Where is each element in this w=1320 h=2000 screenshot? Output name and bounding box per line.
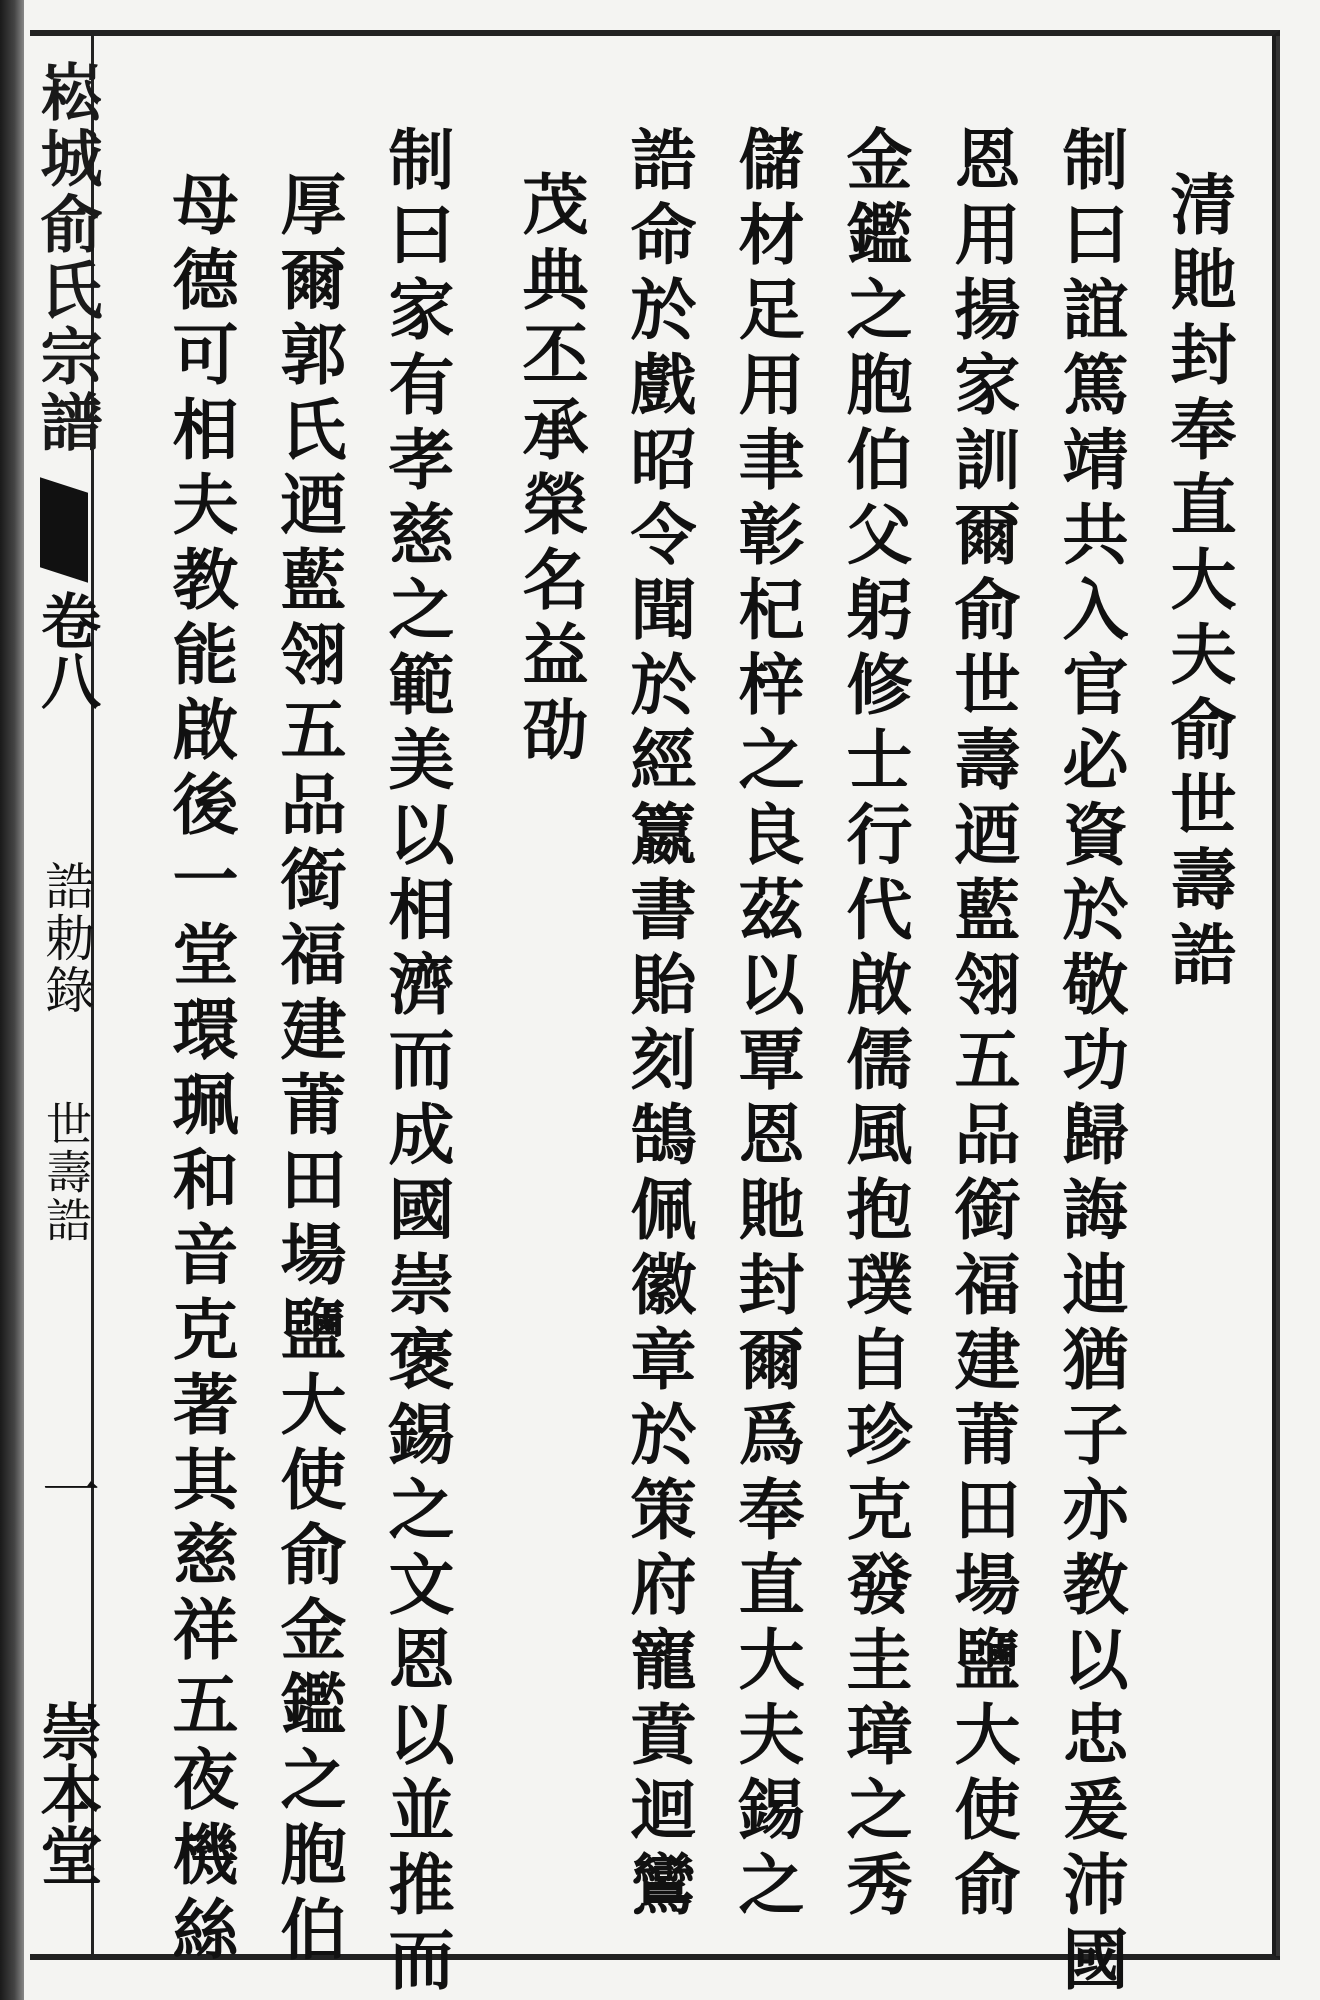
hall-name: 崇本堂 [30,1700,103,1886]
section-label: 誥勅錄 [37,860,95,1016]
text-column: 誥命於戲昭令聞於經籝書貽刻鵠佩徽章於策府寵賁迴鸞 [619,125,697,1925]
text-column: 制曰誼篤靖共入官必資於敬功歸誨迪猶子亦教以忠爰沛國 [1051,125,1129,2000]
subsection-label: 世壽誥 [39,1100,93,1244]
text-column: 恩用揚家訓爾俞世壽迺藍翎五品銜福建莆田場鹽大使俞 [943,125,1021,1925]
text-column-title: 清貤封奉直大夫俞世壽誥 [1159,170,1237,995]
page-number: 一 [32,1460,100,1518]
fishtail-mark [40,477,88,583]
text-column: 金鑑之胞伯父躬修士行代啟儒風抱璞自珍克發圭璋之秀 [835,125,913,1925]
text-column: 儲材足用聿彰杞梓之良茲以覃恩貤封爾爲奉直大夫錫之 [727,125,805,1925]
text-column: 茂典丕承榮名益劭 [511,170,589,770]
text-column: 制曰家有孝慈之範美以相濟而成國崇褒錫之文恩以並推而 [377,125,455,2000]
text-column: 母德可相夫教能啟後一堂環珮和音克著其慈祥五夜機絲 [161,170,239,1970]
volume-label: 卷八 [31,590,101,710]
book-title: 崧城俞氏宗譜 [30,60,103,456]
text-column: 厚爾郭氏迺藍翎五品銜福建莆田場鹽大使俞金鑑之胞伯 [269,170,347,1970]
page-edge [0,0,24,2000]
frame-rule [1276,36,1280,1956]
